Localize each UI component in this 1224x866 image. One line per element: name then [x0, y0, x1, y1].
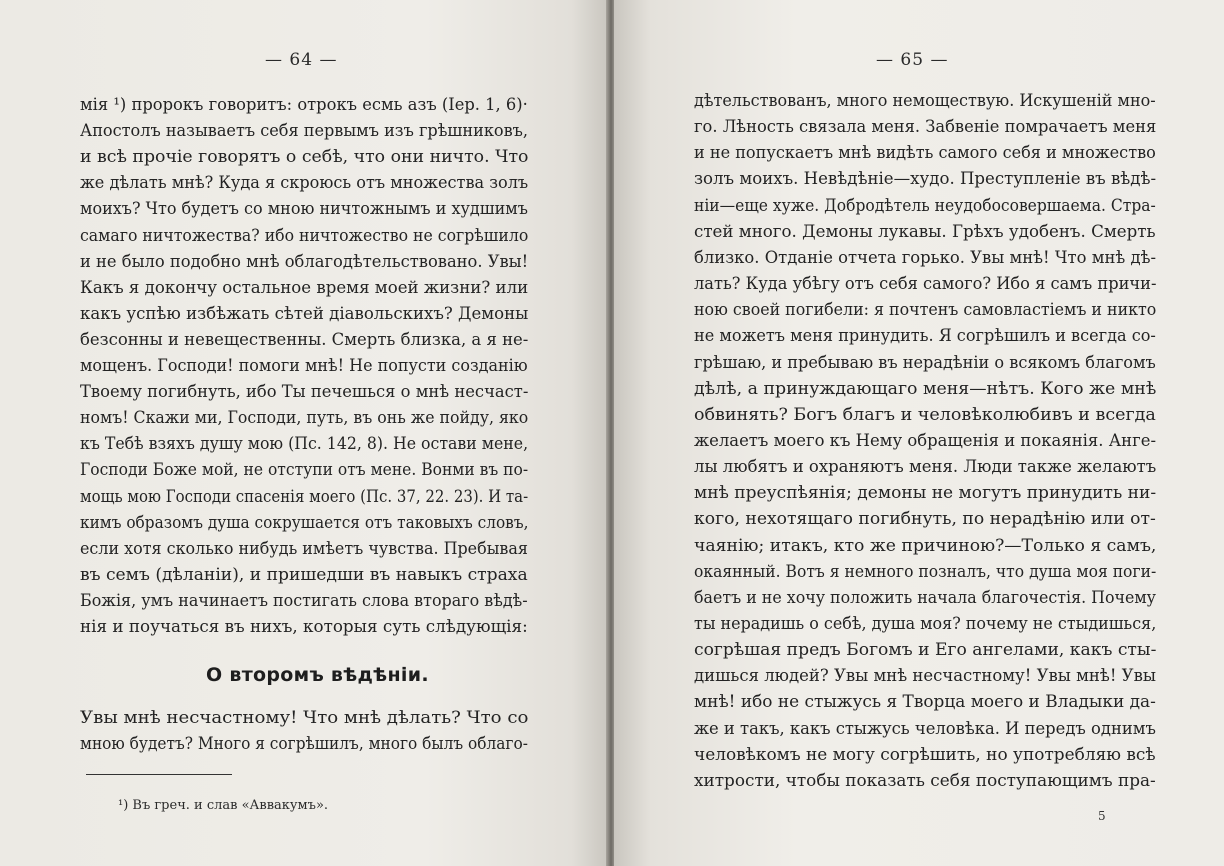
text-line: и не было подобно мнѣ облагодѣтельствовано. Увы!: [80, 251, 529, 272]
section-heading: О второмъ вѣдѣніи.: [206, 664, 429, 686]
text-line: баетъ и не хочу положить начала благочестія. Почему: [694, 587, 1156, 608]
text-line: мощенъ. Господи! помоги мнѣ! Не попусти созданію: [80, 356, 528, 376]
text-line: Какъ я докончу остальное время моей жизни? или: [80, 277, 529, 298]
text-line: ты нерадишь о себѣ, душа моя? почему не стыдишься,: [694, 614, 1157, 634]
text-line: стей много. Демоны лукавы. Грѣхъ удобенъ. Смерть: [694, 221, 1156, 242]
footnote: ¹) Въ греч. и слав «Аввакумъ».: [118, 798, 329, 813]
text-line: какъ успѣю избѣжать сѣтей діавольскихъ? Демоны: [80, 303, 529, 324]
text-line: моихъ? Что будетъ со мною ничтожнымъ и худшимъ: [80, 199, 528, 220]
text-line: и не попускаетъ мнѣ видѣть самого себя и множество: [694, 143, 1156, 164]
text-line: Божія, умъ начинаетъ постигать слова вторагo вѣдѣ-: [80, 590, 528, 611]
text-line: мнѣ! ибо не стыжусь я Творца моего и Владыки да-: [694, 692, 1156, 713]
text-line: согрѣшая предъ Богомъ и Его ангелами, какъ сты-: [694, 640, 1157, 661]
text-line: мія ¹) пророкъ говоритъ: отрокъ есмь азъ (Іер. 1, 6)·: [80, 95, 528, 115]
text-line: близко. Отданіе отчета горько. Увы мнѣ! Что мнѣ дѣ-: [694, 247, 1156, 268]
text-line: и всѣ прочіе говорятъ о себѣ, что они ничто. Что: [80, 147, 529, 168]
text-line: золъ моихъ. Невѣдѣніе—худо. Преступленіе въ вѣдѣ-: [694, 169, 1157, 190]
text-line: окаянный. Вотъ я немного позналъ, что душа моя поги-: [694, 561, 1157, 582]
text-line: мною будетъ? Много я согрѣшилъ, много былъ облаго-: [80, 734, 528, 755]
text-line: кимъ образомъ душа сокрушается отъ таковыхъ словъ,: [80, 512, 529, 533]
text-line: самаго ничтожества? ибо ничтожество не согрѣшило: [80, 225, 529, 246]
text-line: безсонны и невещественны. Смерть близка, а я не-: [80, 329, 529, 350]
text-line: мнѣ преуспѣянія; демоны не могутъ принудить ни-: [694, 483, 1157, 504]
text-line: грѣшаю, и пребываю въ нерадѣніи о всякомъ благомъ: [694, 352, 1156, 373]
text-line: Апостолъ называетъ себя первымъ изъ грѣшниковъ,: [80, 121, 529, 142]
text-line: въ семъ (дѣланіи), и пришедши въ навыкъ страха: [80, 564, 528, 585]
text-line: кого, нехотящаго погибнуть, по нерадѣнію или от-: [694, 509, 1156, 530]
text-line: къ Тебѣ взяхъ душу мою (Пс. 142, 8). Не остави мене,: [80, 434, 529, 455]
text-line: ніи—еще хуже. Добродѣтель неудобосовершаема. Стра-: [694, 195, 1156, 216]
text-line: чаянію; итакъ, кто же причиною?—Только я самъ,: [694, 535, 1157, 556]
footnote-rule: [86, 774, 232, 775]
text-line: же и такъ, какъ стыжусь человѣка. И передъ однимъ: [694, 718, 1156, 739]
signature-mark: 5: [1098, 809, 1106, 823]
right-page: [614, 0, 1224, 866]
text-line: Увы мнѣ несчастному! Что мнѣ дѣлать? Что со: [80, 708, 529, 728]
text-line: обвинять? Богъ благъ и человѣколюбивъ и всегда: [694, 404, 1156, 425]
text-line: ною своей погибели: я почтенъ самовластіемъ и никто: [694, 300, 1157, 321]
text-line: дѣлѣ, а принуждающаго меня—нѣтъ. Кого же мнѣ: [694, 378, 1157, 399]
text-line: желаетъ моего къ Нему обращенія и покаянія. Анге-: [694, 430, 1156, 451]
text-line: хитрости, чтобы показать себя поступающимъ пра-: [694, 770, 1156, 791]
text-line: нія и поучаться въ нихъ, которыя суть слѣдующія:: [80, 617, 528, 637]
page-number: — 65 —: [876, 50, 949, 70]
text-line: дишься людей? Увы мнѣ несчастному! Увы мнѣ! Увы: [694, 666, 1156, 687]
text-line: го. Лѣность связала меня. Забвеніе помрачаетъ меня: [694, 117, 1157, 138]
text-line: человѣкомъ не могу согрѣшить, но употребляю всѣ: [694, 744, 1156, 765]
text-line: Господи Боже мой, не отступи отъ мене. Вонми въ по-: [80, 460, 529, 481]
page-number: — 64 —: [265, 50, 338, 70]
text-line: лы любятъ и охраняютъ меня. Люди также желаютъ: [694, 457, 1157, 478]
text-line: номъ! Скажи ми, Господи, путь, въ онь же пойду, яко: [80, 408, 529, 429]
text-line: не можетъ меня принудить. Я согрѣшилъ и всегда со-: [694, 326, 1156, 347]
text-line: лать? Куда убѣгу отъ себя самого? Ибо я самъ причи-: [694, 274, 1157, 295]
left-page: [0, 0, 608, 866]
text-line: Твоему погибнуть, ибо Ты печешься о мнѣ несчаст-: [80, 382, 529, 403]
text-line: дѣтельствованъ, много немоществую. Искушеній мно-: [694, 91, 1156, 111]
text-line: же дѣлать мнѣ? Куда я скроюсь отъ множества золъ: [80, 173, 529, 194]
text-line: мощь мою Господи спасенія моего (Пс. 37, 22. 23). И та-: [80, 486, 529, 507]
text-line: если хотя сколько нибудь имѣетъ чувства. Пребывая: [80, 538, 528, 559]
